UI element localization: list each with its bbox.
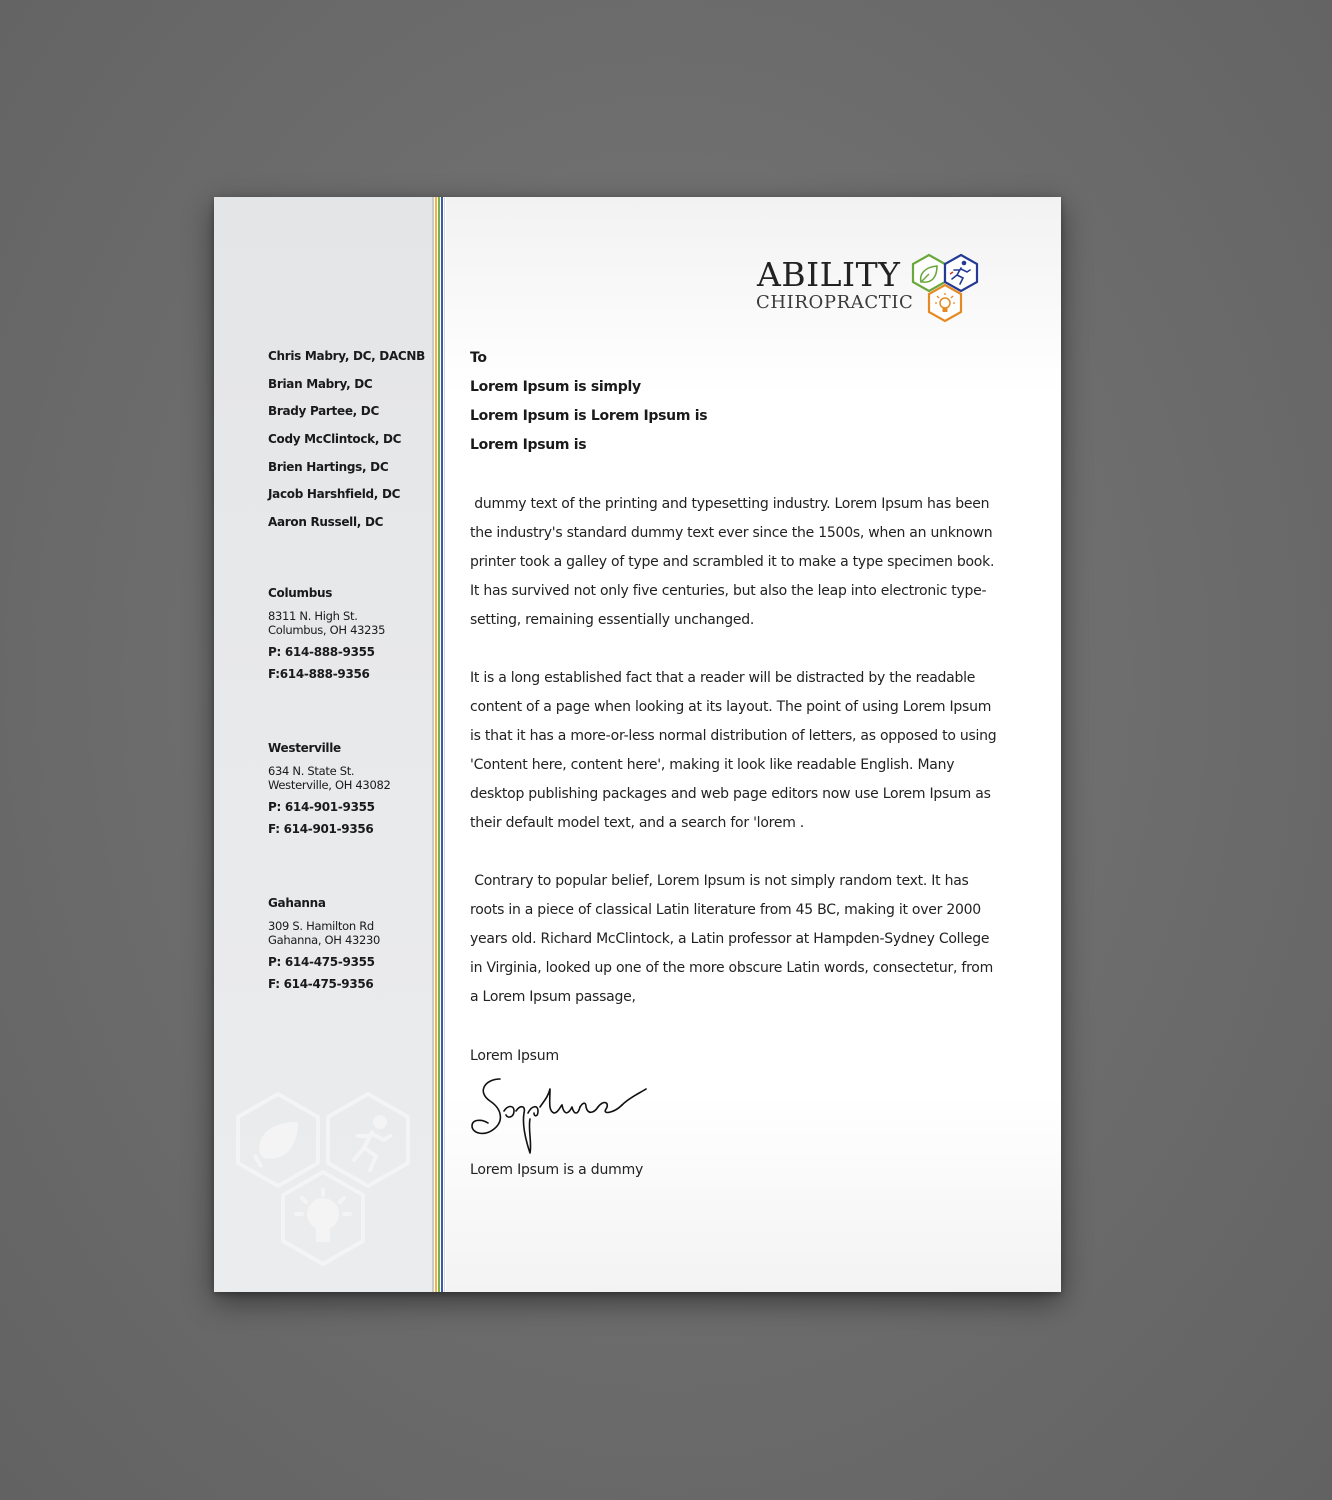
address-line: 309 S. Hamilton Rd [268, 919, 374, 933]
recipient-line: Lorem Ipsum is Lorem Ipsum is [470, 408, 708, 424]
logo-wordmark: ABILITY [757, 255, 901, 294]
logo-hexagons-icon [909, 252, 989, 332]
doctor-name: Brady Partee, DC [268, 404, 379, 419]
closing: Lorem Ipsum [470, 1048, 559, 1064]
doctor-name: Cody McClintock, DC [268, 432, 402, 447]
doctor-name: Brien Hartings, DC [268, 459, 389, 474]
office-address [268, 764, 391, 792]
doctor-list [268, 347, 425, 541]
signer-name: Lorem Ipsum is a dummy [470, 1162, 644, 1178]
office-fax: F: 614-475-9356 [268, 977, 374, 991]
address-line: Gahanna, OH 43230 [268, 933, 381, 947]
paragraph: dummy text of the printing and typesetting industry. Lorem Ipsum has been the industry's standard dummy text ever since the 1500s, when an unknown printer took a galley of type and scrambled it to make a type specimen book. It has survived not only five centuries, but also the leap into electronic type-setting, remaining essentially unchanged. [470, 496, 999, 628]
leaf-icon [253, 1122, 298, 1168]
letter-body [470, 347, 1000, 1181]
signature-image [468, 1071, 658, 1157]
letterhead-sheet [214, 197, 1061, 1292]
office-gahanna [268, 896, 380, 991]
office-address [268, 609, 385, 637]
doctor-name: Brian Mabry, DC [268, 376, 373, 391]
office-fax: F: 614-901-9356 [268, 822, 374, 836]
office-westerville [268, 741, 391, 836]
recipient-line: Lorem Ipsum is simply [470, 379, 641, 395]
address-line: Westerville, OH 43082 [268, 778, 391, 792]
address-line: Columbus, OH 43235 [268, 623, 386, 637]
office-phone: P: 614-901-9355 [268, 800, 375, 814]
recipient-line: Lorem Ipsum is [470, 437, 587, 453]
lightbulb-icon [296, 1190, 350, 1242]
office-address [268, 919, 380, 947]
salutation-to: To [470, 350, 487, 366]
doctor-name: Aaron Russell, DC [268, 515, 384, 530]
hexagon-watermark [232, 1092, 417, 1281]
office-fax: F:614-888-9356 [268, 667, 370, 681]
office-name: Columbus [268, 586, 333, 600]
office-phone: P: 614-475-9355 [268, 955, 375, 969]
office-name: Westerville [268, 741, 341, 755]
paragraph: Contrary to popular belief, Lorem Ipsum is not simply random text. It has roots in a piece of classical Latin literature from 45 BC, making it over 2000 years old. Richard McClintock, a Latin professor at Hampden-Sydney College in Virginia, looked up one of the more obscure Latin words, consectetur, from a Lorem Ipsum passage, [470, 873, 998, 1005]
company-logo [754, 252, 994, 332]
doctor-name: Chris Mabry, DC, DACNB [268, 349, 426, 363]
doctor-name: Jacob Harshfield, DC [268, 487, 401, 502]
runner-icon [354, 1117, 390, 1170]
logo-subtitle: CHIROPRACTIC [756, 292, 914, 313]
address-line: 634 N. State St. [268, 764, 355, 778]
address-line: 8311 N. High St. [268, 609, 358, 623]
office-columbus [268, 586, 385, 681]
office-phone: P: 614-888-9355 [268, 645, 375, 659]
office-name: Gahanna [268, 896, 326, 910]
paragraph: It is a long established fact that a reader will be distracted by the readable content of a page when looking at its layout. The point of using Lorem Ipsum is that it has a more-or-less normal distribution of letters, as opposed to using 'Content here, content here', making it look like readable English. Many desktop publishing packages and web page editors now use Lorem Ipsum as their default model text, and a search for 'lorem . [470, 670, 997, 831]
